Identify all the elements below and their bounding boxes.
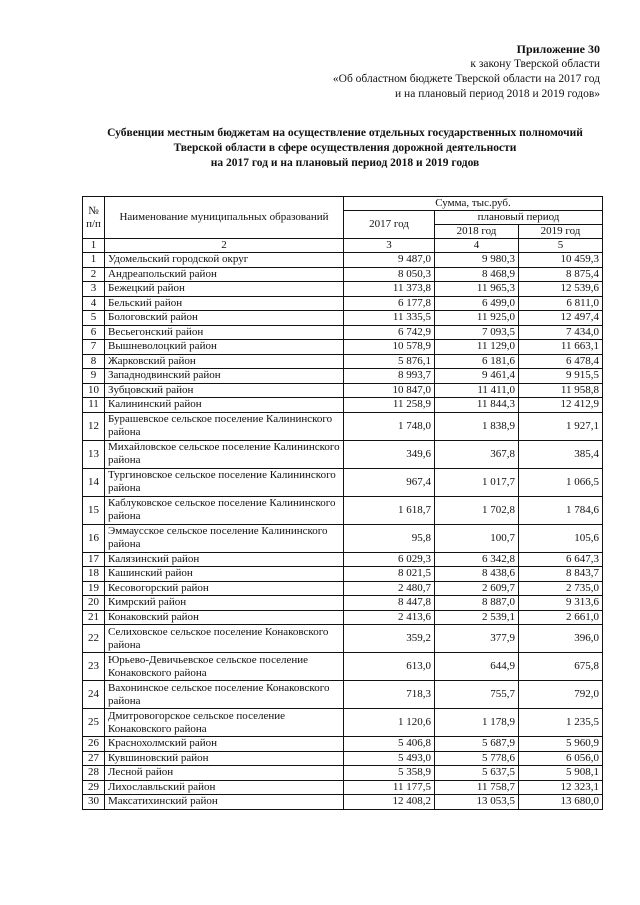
value-2017-cell: 8 050,3 <box>344 267 435 282</box>
row-number-cell: 20 <box>83 596 105 611</box>
value-2019-cell: 105,6 <box>519 524 603 552</box>
document-title <box>50 126 640 171</box>
value-2017-cell: 10 847,0 <box>344 383 435 398</box>
table-row <box>83 398 603 413</box>
row-number-cell: 9 <box>83 369 105 384</box>
municipality-name-cell: Кувшиновский район <box>105 751 344 766</box>
municipality-name-cell: Каблуковское сельское поселение Калининского района <box>105 496 344 524</box>
value-2018-cell: 11 129,0 <box>435 340 519 355</box>
table-body <box>83 253 603 810</box>
municipality-name-cell: Кесовогорский район <box>105 581 344 596</box>
annex-line-2: «Об областном бюджете Тверской области на 2017 год <box>332 73 600 85</box>
municipality-name-cell: Дмитровогорское сельское поселение Конаковского района <box>105 709 344 737</box>
table-row <box>83 596 603 611</box>
value-2018-cell: 1 702,8 <box>435 496 519 524</box>
value-2017-cell: 8 447,8 <box>344 596 435 611</box>
value-2019-cell: 9 313,6 <box>519 596 603 611</box>
municipality-name-cell: Зубцовский район <box>105 383 344 398</box>
value-2017-cell: 8 021,5 <box>344 567 435 582</box>
index-cell: 2 <box>105 239 344 253</box>
value-2017-cell: 5 358,9 <box>344 766 435 781</box>
value-2018-cell: 8 887,0 <box>435 596 519 611</box>
value-2017-cell: 5 406,8 <box>344 737 435 752</box>
table-row <box>83 282 603 297</box>
municipality-name-cell: Эммаусское сельское поселение Калининского района <box>105 524 344 552</box>
value-2018-cell: 755,7 <box>435 681 519 709</box>
table-row <box>83 610 603 625</box>
header-name: Наименование муниципальных образований <box>105 197 344 239</box>
value-2018-cell: 5 778,6 <box>435 751 519 766</box>
value-2019-cell: 12 323,1 <box>519 780 603 795</box>
table-row <box>83 780 603 795</box>
row-number-cell: 17 <box>83 552 105 567</box>
table-row <box>83 267 603 282</box>
value-2018-cell: 9 461,4 <box>435 369 519 384</box>
value-2019-cell: 1 927,1 <box>519 412 603 440</box>
value-2017-cell: 359,2 <box>344 625 435 653</box>
table-row <box>83 709 603 737</box>
value-2019-cell: 12 539,6 <box>519 282 603 297</box>
row-number-cell: 23 <box>83 653 105 681</box>
value-2019-cell: 11 663,1 <box>519 340 603 355</box>
value-2018-cell: 11 844,3 <box>435 398 519 413</box>
table-row <box>83 795 603 810</box>
row-number-cell: 29 <box>83 780 105 795</box>
table-row <box>83 383 603 398</box>
row-number-cell: 13 <box>83 440 105 468</box>
table-row <box>83 412 603 440</box>
municipality-name-cell: Лихославльский район <box>105 780 344 795</box>
value-2018-cell: 6 342,8 <box>435 552 519 567</box>
table-row <box>83 567 603 582</box>
value-2018-cell: 11 925,0 <box>435 311 519 326</box>
table-row <box>83 369 603 384</box>
value-2017-cell: 9 487,0 <box>344 253 435 268</box>
value-2019-cell: 792,0 <box>519 681 603 709</box>
row-number-cell: 14 <box>83 468 105 496</box>
index-cell: 4 <box>435 239 519 253</box>
row-number-cell: 12 <box>83 412 105 440</box>
document-title-line-3: на 2017 год и на плановый период 2018 и 2019 годов <box>210 157 480 169</box>
value-2019-cell: 11 958,8 <box>519 383 603 398</box>
table-row <box>83 440 603 468</box>
annex-line-3: и на плановый период 2018 и 2019 годов» <box>395 88 600 100</box>
row-number-cell: 5 <box>83 311 105 326</box>
table-row <box>83 296 603 311</box>
municipality-name-cell: Вышневолоцкий район <box>105 340 344 355</box>
index-cell: 1 <box>83 239 105 253</box>
row-number-cell: 1 <box>83 253 105 268</box>
value-2017-cell: 1 618,7 <box>344 496 435 524</box>
table-row <box>83 340 603 355</box>
value-2017-cell: 11 373,8 <box>344 282 435 297</box>
value-2018-cell: 1 017,7 <box>435 468 519 496</box>
value-2018-cell: 13 053,5 <box>435 795 519 810</box>
value-2019-cell: 5 908,1 <box>519 766 603 781</box>
index-cell: 5 <box>519 239 603 253</box>
value-2018-cell: 5 687,9 <box>435 737 519 752</box>
value-2017-cell: 5 493,0 <box>344 751 435 766</box>
municipality-name-cell: Вахонинское сельское поселение Конаковского района <box>105 681 344 709</box>
value-2019-cell: 12 412,9 <box>519 398 603 413</box>
value-2019-cell: 13 680,0 <box>519 795 603 810</box>
municipality-name-cell: Кашинский район <box>105 567 344 582</box>
value-2019-cell: 2 661,0 <box>519 610 603 625</box>
table-row <box>83 552 603 567</box>
municipality-name-cell: Калининский район <box>105 398 344 413</box>
value-2018-cell: 8 468,9 <box>435 267 519 282</box>
row-number-cell: 8 <box>83 354 105 369</box>
value-2017-cell: 2 413,6 <box>344 610 435 625</box>
value-2018-cell: 6 181,6 <box>435 354 519 369</box>
index-cell: 3 <box>344 239 435 253</box>
value-2018-cell: 5 637,5 <box>435 766 519 781</box>
value-2019-cell: 2 735,0 <box>519 581 603 596</box>
row-number-cell: 27 <box>83 751 105 766</box>
value-2017-cell: 6 029,3 <box>344 552 435 567</box>
value-2019-cell: 10 459,3 <box>519 253 603 268</box>
value-2017-cell: 6 742,9 <box>344 325 435 340</box>
row-number-cell: 6 <box>83 325 105 340</box>
row-number-cell: 2 <box>83 267 105 282</box>
value-2017-cell: 349,6 <box>344 440 435 468</box>
value-2019-cell: 12 497,4 <box>519 311 603 326</box>
value-2018-cell: 11 411,0 <box>435 383 519 398</box>
municipality-name-cell: Селиховское сельское поселение Конаковского района <box>105 625 344 653</box>
value-2019-cell: 9 915,5 <box>519 369 603 384</box>
value-2018-cell: 9 980,3 <box>435 253 519 268</box>
municipality-name-cell: Тургиновское сельское поселение Калининского района <box>105 468 344 496</box>
value-2017-cell: 11 177,5 <box>344 780 435 795</box>
value-2017-cell: 5 876,1 <box>344 354 435 369</box>
value-2019-cell: 6 647,3 <box>519 552 603 567</box>
value-2017-cell: 1 748,0 <box>344 412 435 440</box>
value-2017-cell: 11 335,5 <box>344 311 435 326</box>
value-2019-cell: 8 875,4 <box>519 267 603 282</box>
value-2018-cell: 644,9 <box>435 653 519 681</box>
header-planned-period: плановый период <box>435 211 603 225</box>
municipality-name-cell: Кимрский район <box>105 596 344 611</box>
value-2019-cell: 1 784,6 <box>519 496 603 524</box>
value-2017-cell: 11 258,9 <box>344 398 435 413</box>
municipality-name-cell: Удомельский городской округ <box>105 253 344 268</box>
document-title-line-1: Субвенции местным бюджетам на осуществление отдельных государственных полномочий <box>107 127 583 139</box>
value-2018-cell: 377,9 <box>435 625 519 653</box>
table-row <box>83 311 603 326</box>
table-row <box>83 581 603 596</box>
value-2018-cell: 11 758,7 <box>435 780 519 795</box>
value-2017-cell: 10 578,9 <box>344 340 435 355</box>
table-row <box>83 766 603 781</box>
value-2019-cell: 7 434,0 <box>519 325 603 340</box>
header-2018: 2018 год <box>435 225 519 239</box>
row-number-cell: 15 <box>83 496 105 524</box>
municipality-name-cell: Бологовский район <box>105 311 344 326</box>
annex-line-1: к закону Тверской области <box>470 58 600 70</box>
header-2019: 2019 год <box>519 225 603 239</box>
table-row <box>83 253 603 268</box>
table-row <box>83 524 603 552</box>
row-number-cell: 25 <box>83 709 105 737</box>
value-2017-cell: 2 480,7 <box>344 581 435 596</box>
value-2018-cell: 100,7 <box>435 524 519 552</box>
value-2018-cell: 6 499,0 <box>435 296 519 311</box>
municipality-name-cell: Жарковский район <box>105 354 344 369</box>
table-row <box>83 354 603 369</box>
value-2018-cell: 367,8 <box>435 440 519 468</box>
municipality-name-cell: Весьегонский район <box>105 325 344 340</box>
table-row <box>83 737 603 752</box>
value-2017-cell: 718,3 <box>344 681 435 709</box>
municipality-name-cell: Калязинский район <box>105 552 344 567</box>
value-2018-cell: 7 093,5 <box>435 325 519 340</box>
value-2019-cell: 385,4 <box>519 440 603 468</box>
row-number-cell: 24 <box>83 681 105 709</box>
row-number-cell: 30 <box>83 795 105 810</box>
subvention-table <box>82 196 603 810</box>
value-2019-cell: 6 478,4 <box>519 354 603 369</box>
municipality-name-cell: Михайловское сельское поселение Калининского района <box>105 440 344 468</box>
document-title-line-2: Тверской области в сфере осуществления дорожной деятельности <box>173 142 517 154</box>
row-number-cell: 4 <box>83 296 105 311</box>
value-2017-cell: 95,8 <box>344 524 435 552</box>
municipality-name-cell: Бежецкий район <box>105 282 344 297</box>
value-2019-cell: 6 056,0 <box>519 751 603 766</box>
row-number-cell: 11 <box>83 398 105 413</box>
row-number-cell: 21 <box>83 610 105 625</box>
municipality-name-cell: Андреапольский район <box>105 267 344 282</box>
row-number-cell: 7 <box>83 340 105 355</box>
table-row <box>83 468 603 496</box>
table-row <box>83 325 603 340</box>
table-row <box>83 625 603 653</box>
annex-header <box>333 42 600 102</box>
municipality-name-cell: Юрьево-Девичьевское сельское поселение Конаковского района <box>105 653 344 681</box>
value-2019-cell: 6 811,0 <box>519 296 603 311</box>
value-2017-cell: 1 120,6 <box>344 709 435 737</box>
header-2017: 2017 год <box>344 211 435 239</box>
value-2017-cell: 613,0 <box>344 653 435 681</box>
municipality-name-cell: Лесной район <box>105 766 344 781</box>
table-row <box>83 653 603 681</box>
row-number-cell: 28 <box>83 766 105 781</box>
value-2019-cell: 396,0 <box>519 625 603 653</box>
header-sum: Сумма, тыс.руб. <box>344 197 603 211</box>
value-2019-cell: 1 066,5 <box>519 468 603 496</box>
row-number-cell: 19 <box>83 581 105 596</box>
annex-title: Приложение 30 <box>516 42 600 56</box>
municipality-name-cell: Западнодвинский район <box>105 369 344 384</box>
row-number-cell: 10 <box>83 383 105 398</box>
value-2017-cell: 12 408,2 <box>344 795 435 810</box>
municipality-name-cell: Максатихинский район <box>105 795 344 810</box>
value-2019-cell: 8 843,7 <box>519 567 603 582</box>
value-2018-cell: 11 965,3 <box>435 282 519 297</box>
value-2017-cell: 8 993,7 <box>344 369 435 384</box>
row-number-cell: 16 <box>83 524 105 552</box>
header-num: № п/п <box>83 197 105 239</box>
table-row <box>83 681 603 709</box>
value-2018-cell: 1 178,9 <box>435 709 519 737</box>
value-2018-cell: 2 539,1 <box>435 610 519 625</box>
row-number-cell: 26 <box>83 737 105 752</box>
table-row <box>83 496 603 524</box>
value-2017-cell: 967,4 <box>344 468 435 496</box>
value-2019-cell: 5 960,9 <box>519 737 603 752</box>
municipality-name-cell: Конаковский район <box>105 610 344 625</box>
row-number-cell: 18 <box>83 567 105 582</box>
value-2017-cell: 6 177,8 <box>344 296 435 311</box>
municipality-name-cell: Бурашевское сельское поселение Калининского района <box>105 412 344 440</box>
value-2019-cell: 1 235,5 <box>519 709 603 737</box>
municipality-name-cell: Краснохолмский район <box>105 737 344 752</box>
value-2018-cell: 8 438,6 <box>435 567 519 582</box>
value-2018-cell: 2 609,7 <box>435 581 519 596</box>
municipality-name-cell: Бельский район <box>105 296 344 311</box>
value-2019-cell: 675,8 <box>519 653 603 681</box>
table-row <box>83 751 603 766</box>
row-number-cell: 22 <box>83 625 105 653</box>
row-number-cell: 3 <box>83 282 105 297</box>
value-2018-cell: 1 838,9 <box>435 412 519 440</box>
